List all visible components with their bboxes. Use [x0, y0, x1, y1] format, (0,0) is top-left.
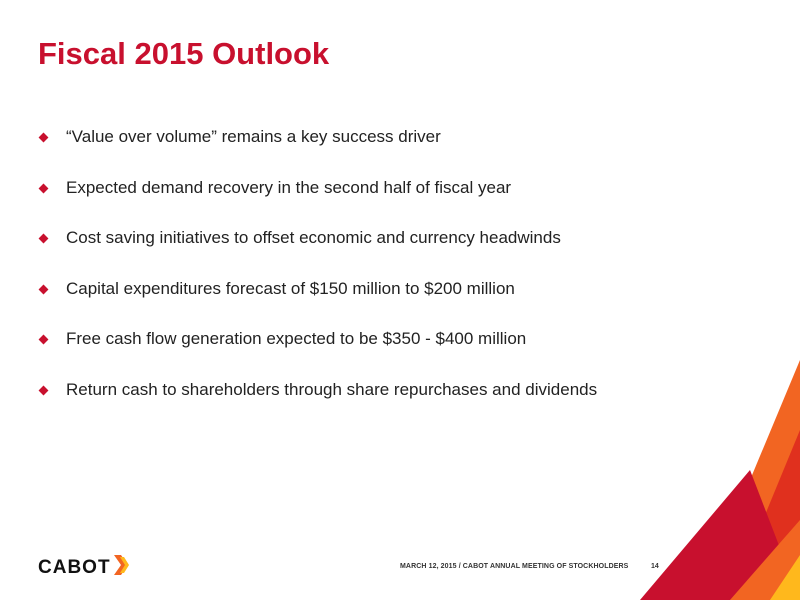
bullet-text: “Value over volume” remains a key success driver [66, 127, 441, 146]
diamond-bullet-icon [39, 385, 49, 395]
bullet-item [38, 223, 597, 274]
bullet-list [38, 122, 597, 425]
cabot-chevron-logo-icon [114, 555, 130, 575]
bullet-item [38, 122, 597, 173]
slide-title: Fiscal 2015 Outlook [38, 36, 330, 71]
cabot-logo [38, 557, 130, 579]
page-number: 14 [651, 563, 659, 570]
footer-text: MARCH 12, 2015 / CABOT ANNUAL MEETING OF STOCKHOLDERS [400, 563, 629, 570]
diamond-bullet-icon [39, 133, 49, 143]
bullet-text: Capital expenditures forecast of $150 million to $200 million [66, 278, 515, 298]
diamond-bullet-icon [39, 335, 49, 345]
decorative-triangles [620, 360, 800, 600]
bullet-text: Return cash to shareholders through share repurchases and dividends [66, 379, 598, 399]
logo-wordmark: CABOT [38, 557, 111, 578]
bullet-text: Expected demand recovery in the second half of fiscal year [66, 177, 512, 197]
bullet-item [38, 324, 597, 375]
diamond-bullet-icon [39, 234, 49, 244]
bullet-text: Free cash flow generation expected to be $350 - $400 million [66, 329, 527, 348]
diamond-bullet-icon [39, 183, 49, 193]
bullet-item [38, 375, 597, 426]
bullet-item [38, 274, 597, 325]
bullet-item [38, 173, 597, 224]
diamond-bullet-icon [39, 284, 49, 294]
bullet-text: Cost saving initiatives to offset economic and currency headwinds [66, 228, 561, 247]
